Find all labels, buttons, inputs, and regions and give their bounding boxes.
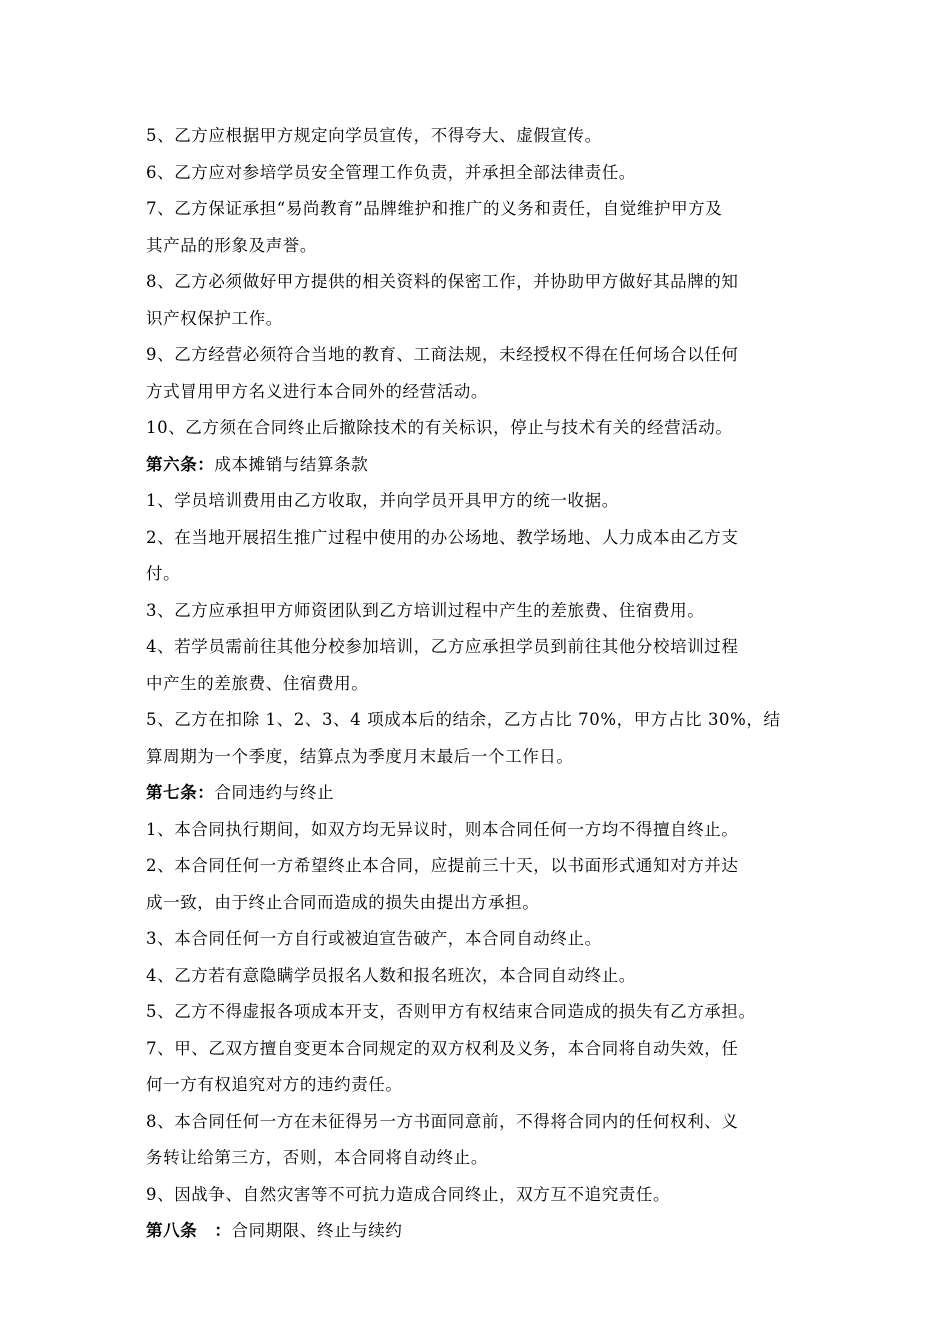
article-7-title: 合同违约与终止	[214, 783, 335, 802]
clause-line: 付。	[146, 564, 181, 583]
clause-line: 4、若学员需前往其他分校参加培训，乙方应承担学员到前往其他分校培训过程	[146, 637, 739, 656]
clause-line: 9、乙方经营必须符合当地的教育、工商法规，未经授权不得在任何场合以任何	[146, 345, 739, 364]
clause-line: 6、乙方应对参培学员安全管理工作负责，并承担全部法律责任。	[146, 162, 636, 182]
clause-line: 算周期为一个季度，结算点为季度月末最后一个工作日。	[146, 746, 574, 766]
clause-line: 识产权保护工作。	[146, 308, 283, 328]
clause-line: 其产品的形象及声誉。	[146, 235, 317, 255]
document-page	[146, 118, 826, 1250]
clause-line: 3、乙方应承担甲方师资团队到乙方培训过程中产生的差旅费、住宿费用。	[146, 600, 705, 620]
clause-line: 1、学员培训费用由乙方收取，并向学员开具甲方的统一收据。	[146, 491, 619, 510]
clause-line: 3、本合同任何一方自行或被迫宣告破产，本合同自动终止。	[146, 929, 602, 948]
clause-line: 4、乙方若有意隐瞒学员报名人数和报名班次，本合同自动终止。	[146, 965, 636, 985]
clause-line: 10、乙方须在合同终止后撤除技术的有关标识，停止与技术有关的经营活动。	[146, 418, 733, 437]
clause-line: 务转让给第三方，否则，本合同将自动终止。	[146, 1148, 488, 1167]
clause-line: 7、乙方保证承担“易尚教育”品牌维护和推广的义务和责任，自觉维护甲方及	[146, 199, 723, 218]
clause-line: 5、乙方应根据甲方规定向学员宣传，不得夸大、虚假宣传。	[146, 126, 602, 145]
clause-line: 何一方有权追究对方的违约责任。	[146, 1075, 403, 1094]
clause-line: 5、乙方不得虚报各项成本开支，否则甲方有权结束合同造成的损失有乙方承担。	[146, 1002, 756, 1021]
clause-line: 成一致，由于终止合同而造成的损失由提出方承担。	[146, 892, 540, 912]
article-8-heading	[146, 1213, 826, 1250]
clause-line: 方式冒用甲方名义进行本合同外的经营活动。	[146, 381, 488, 401]
clause-line: 1、本合同执行期间，如双方均无异议时，则本合同任何一方均不得擅自终止。	[146, 819, 739, 839]
clause-line: 5、乙方在扣除 1、2、3、4 项成本后的结余，乙方占比 70%，甲方占比 30%，结	[146, 710, 781, 729]
clause-line: 8、乙方必须做好甲方提供的相关资料的保密工作，并协助甲方做好其品牌的知	[146, 272, 739, 291]
clause-line: 9、因战争、自然灾害等不可抗力造成合同终止，双方互不追究责任。	[146, 1184, 671, 1204]
article-6-heading	[146, 447, 826, 484]
article-7-heading	[146, 775, 826, 812]
clause-line: 2、在当地开展招生推广过程中使用的办公场地、教学场地、人力成本由乙方支	[146, 527, 739, 547]
article-7-label: 第七条：	[146, 783, 215, 802]
article-8-title: 合同期限、终止与续约	[231, 1221, 403, 1240]
article-6-label: 第六条：	[146, 454, 215, 474]
clause-line: 2、本合同任何一方希望终止本合同，应提前三十天，以书面形式通知对方并达	[146, 856, 739, 875]
clause-line: 7、甲、乙双方擅自变更本合同规定的双方权利及义务，本合同将自动失效，任	[146, 1038, 739, 1058]
clause-line: 中产生的差旅费、住宿费用。	[146, 673, 369, 693]
article-6-title: 成本摊销与结算条款	[214, 454, 369, 474]
clause-line: 8、本合同任何一方在未征得另一方书面同意前，不得将合同内的任何权利、义	[146, 1111, 739, 1131]
article-8-label: 第八条 ：	[146, 1221, 232, 1240]
